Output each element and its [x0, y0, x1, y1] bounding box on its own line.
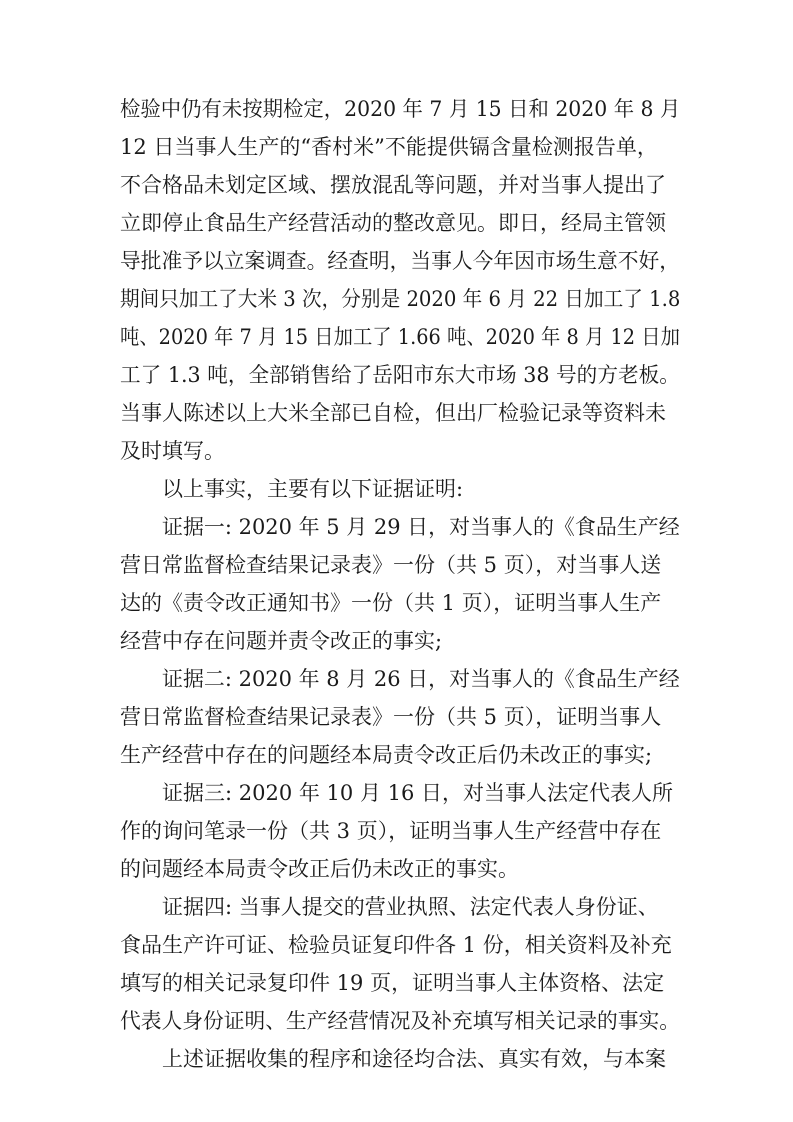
body-line-7: 吨、2020 年 7 月 15 日加工了 1.66 吨、2020 年 8 月 12 日加	[120, 325, 680, 349]
body-line-16: 证据二: 2020 年 8 月 26 日，对当事人的《食品生产经	[162, 667, 680, 691]
body-line-19: 证据三: 2020 年 10 月 16 日，对当事人法定代表人所	[162, 781, 674, 805]
body-line-4: 立即停止食品生产经营活动的整改意见。即日，经局主管领	[120, 211, 666, 235]
body-line-11: 以上事实，主要有以下证据证明:	[162, 477, 464, 501]
body-line-10: 及时填写。	[120, 439, 225, 463]
body-line-9: 当事人陈述以上大米全部已自检，但出厂检验记录等资料未	[120, 401, 666, 425]
body-line-14: 达的《责令改正通知书》一份（共 1 页），证明当事人生产	[120, 591, 662, 615]
body-line-18: 生产经营中存在的问题经本局责令改正后仍未改正的事实;	[120, 743, 653, 767]
body-line-1: 检验中仍有未按期检定，2020 年 7 月 15 日和 2020 年 8 月	[120, 97, 681, 121]
body-line-12: 证据一: 2020 年 5 月 29 日，对当事人的《食品生产经	[162, 515, 680, 539]
body-line-17: 营日常监督检查结果记录表》一份（共 5 页），证明当事人	[120, 705, 662, 729]
body-line-13: 营日常监督检查结果记录表》一份（共 5 页），对当事人送	[120, 553, 662, 577]
body-line-15: 经营中存在问题并责令改正的事实;	[120, 629, 443, 653]
body-line-23: 食品生产许可证、检验员证复印件各 1 份，相关资料及补充	[120, 933, 672, 957]
body-line-26: 上述证据收集的程序和途径均合法、真实有效，与本案	[162, 1047, 666, 1071]
body-line-8: 工了 1.3 吨，全部销售给了岳阳市东大市场 38 号的方老板。	[120, 363, 680, 387]
body-line-20: 作的询问笔录一份（共 3 页），证明当事人生产经营中存在	[120, 819, 662, 843]
body-line-3: 不合格品未划定区域、摆放混乱等问题，并对当事人提出了	[120, 173, 666, 197]
body-line-2: 12 日当事人生产的“香村米”不能提供镉含量检测报告单，	[120, 135, 658, 159]
body-line-21: 的问题经本局责令改正后仍未改正的事实。	[120, 857, 519, 881]
body-line-25: 代表人身份证明、生产经营情况及补充填写相关记录的事实。	[120, 1009, 681, 1033]
body-line-6: 期间只加工了大米 3 次，分别是 2020 年 6 月 22 日加工了 1.8	[120, 287, 681, 311]
body-line-24: 填写的相关记录复印件 19 页，证明当事人主体资格、法定	[120, 971, 665, 995]
body-line-22: 证据四: 当事人提交的营业执照、法定代表人身份证、	[162, 895, 659, 919]
body-line-5: 导批准予以立案调查。经查明，当事人今年因市场生意不好，	[120, 249, 681, 273]
